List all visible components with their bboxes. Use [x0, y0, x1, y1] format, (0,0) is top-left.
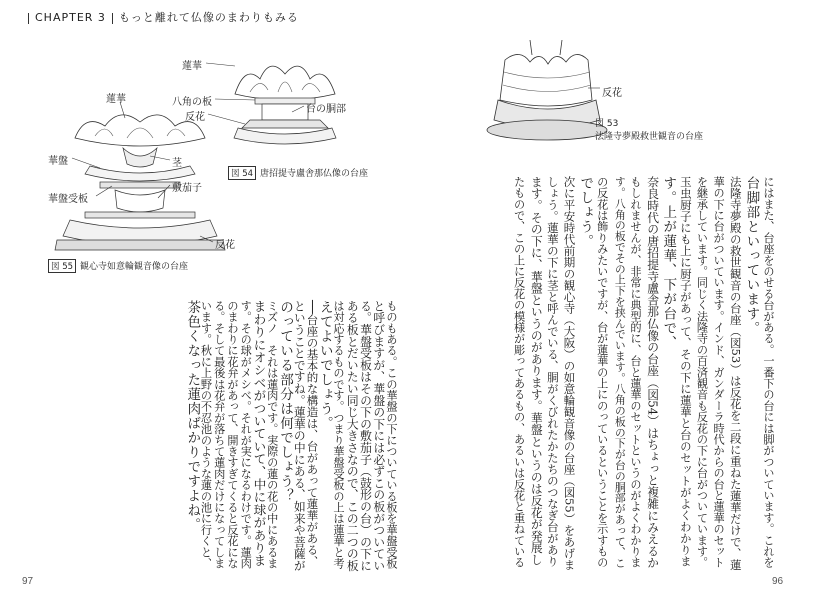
fig54-caption-number: 図 54: [228, 166, 256, 180]
left-body-line: と呼びますが、華盤の下には必ずこの板がついてい: [371, 300, 386, 572]
left-body-line: る。そして最後は花弁が落ちて蓮肉だけになってしま: [212, 300, 226, 569]
fig55-label-kaebana: 反花: [215, 240, 235, 251]
right-body-line: でしょう。: [577, 176, 594, 249]
fig55-label-shikinasu: 敷茄子: [172, 183, 202, 194]
right-body-line: の反花は飾りみたいですが、台が蓮華の上にのっているということを示すもの: [595, 176, 609, 568]
fig54-label-hakkaku: 八角の板: [172, 97, 212, 108]
left-body-line: ミズノ それは蓮肉です。実際の蓮の花の中にあるま: [265, 300, 279, 569]
fig55-label-keban: 華盤: [48, 156, 68, 167]
fig54-label-kaebana: 反花: [185, 112, 205, 123]
fig54-caption-text: 唐招提寺盧舎那仏像の台座: [260, 169, 369, 179]
fig53-caption-number: 図 53: [595, 119, 619, 129]
right-body-line: 華の下に台がついています。インド、ガンダーラ時代からの台と蓮華のセット: [712, 176, 726, 568]
right-body-line: にはまた、台座をのせる台がある。一番下の台には脚がついています。これを: [762, 176, 775, 568]
left-body-line: います。秋に上野の不忍池のような蓮の池に行くと、: [199, 300, 213, 569]
fig53-caption-text: 法隆寺夢殿救世観音の台座: [595, 132, 704, 142]
page-number-left: 97: [22, 576, 34, 587]
right-body-line: す。八角の板でその上下を挟んでいます。八角の板の下が台の胴部があって、こ: [613, 176, 627, 569]
chapter-label: CHAPTER 3: [35, 11, 106, 24]
fig55-label-kuki: 茎: [172, 158, 182, 169]
page-number-right: 96: [772, 576, 784, 587]
fig55-caption-text: 観心寺如意輪観音像の台座: [80, 262, 189, 272]
left-body-line: す。その球がメシベ。それが実になるわけです。蓮肉: [239, 300, 253, 569]
fig54-label-renge: 蓮華: [182, 61, 202, 72]
right-body-line: 台脚部といっています。: [743, 176, 760, 336]
left-body-line: ものもある。この華盤の下についている板を華盤受板: [385, 300, 398, 569]
right-body-line: 法隆寺夢殿の救世観音の台座（図53）は反花を二段に重ねた蓮華だけで、蓮: [728, 176, 743, 571]
left-body-line: えてよいでしょう。: [316, 300, 333, 431]
fig55-label-renge: 蓮華: [106, 94, 126, 105]
right-body-line: たもので、この上に反花の模様が彫ってあるもの、あるいは反花と重ねている: [512, 176, 526, 568]
fig55-caption: [48, 259, 188, 273]
left-body-line: る。華盤受板はその下の敷茄子（鼓形の台）の下に: [358, 300, 373, 572]
fig54-label-dai-no-dobu: 台の胴部: [306, 104, 346, 115]
right-body-line: を継承しています。同じく法隆寺の百済観音も反花の下に台がついています。: [695, 176, 709, 568]
left-body-line: ということですね。蓮華の中にある、如来や菩薩が: [292, 300, 307, 572]
right-body-line: 次に平安時代前期の観心寺（大阪）の如意輪観音像の台座（図55）をあげま: [562, 176, 577, 571]
right-body-line: す。上が蓮華、下が台で、: [660, 176, 677, 350]
right-body-line: しょう。蓮華の下に茎と呼んでいる、胴がくびれたかたちのつなぎ台があり: [545, 176, 560, 567]
fig55-label-keban-ukeita: 華盤受板: [48, 194, 88, 205]
left-body-line: は対応するものです。つまり華盤受板の上は蓮華と考: [332, 300, 345, 569]
left-body-line: のっている部分は何でしょう？: [277, 300, 293, 503]
right-body-line: ます。その下に、華盤というのがあります。華盤というのは反花が発展し: [529, 176, 544, 566]
chapter-title: もっと離れて仏像のまわりもみる: [118, 11, 299, 24]
right-body-line: もしれませんが、非常に典型的に、台と蓮華のセットというのがよくわかりま: [629, 176, 642, 568]
left-body-line: ある板とだいたい同じ大きさなので、この二つの板: [345, 300, 360, 572]
right-body-line: 奈良時代の唐招提寺盧舎那仏像の台座（図54）はちょっと複雑にみえるか: [645, 176, 660, 569]
fig55-caption-number: 図 55: [48, 259, 76, 273]
left-body-line: まわりにオシベがついていて、中に球がありま: [251, 300, 267, 567]
left-body-line: ──台座の基本的な構造は、台があって蓮華がある、: [305, 300, 320, 567]
right-body-line: 玉虫厨子にも上に厨子があって、その下に蓮華と台のセットがよくわかりま: [678, 176, 693, 567]
left-body-line: 茶色くなった蓮肉ばかりですよね。: [184, 300, 201, 532]
left-body-line: のまわりに花弁があって、開きすぎてくると反花にな: [226, 300, 239, 569]
fig53-label-kaebana: 反花: [602, 88, 622, 99]
